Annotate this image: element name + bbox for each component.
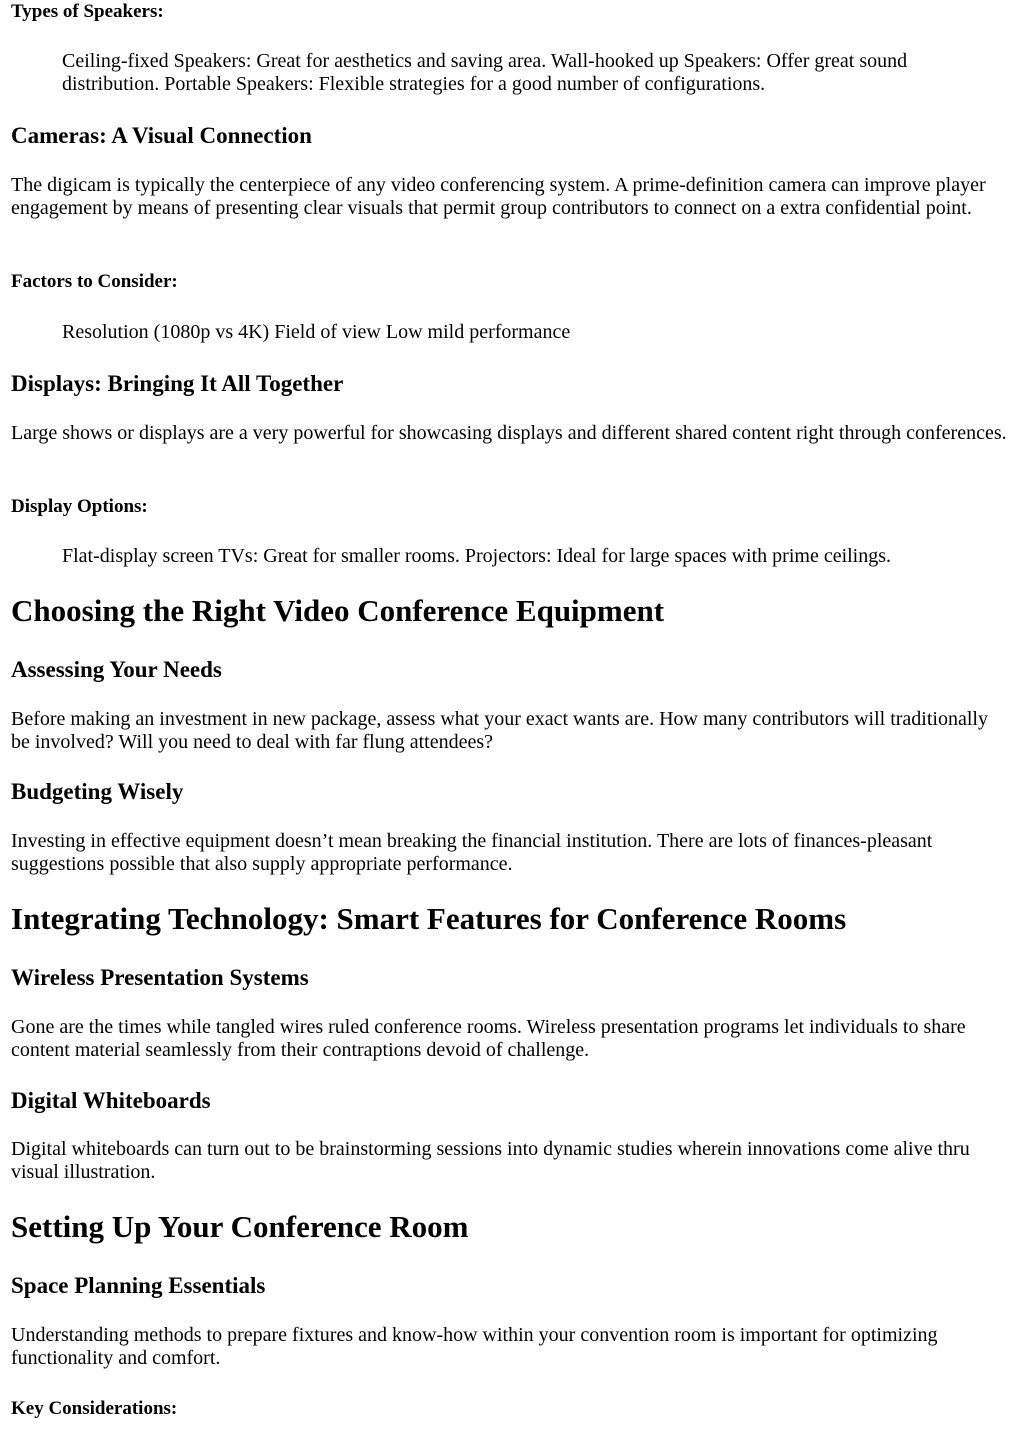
budgeting-paragraph: Investing in effective equipment doesn’t mean breaking the financial institution. There are lots of finances-pleasant suggestions possible that also supply appropriate performance. bbox=[11, 830, 933, 875]
integrating-technology-heading: Integrating Technology: Smart Features for Conference Rooms bbox=[11, 901, 847, 936]
cameras-paragraph: The digicam is typically the centerpiece of any video conferencing system. A prime-definition camera can improve player engagement by means of presenting clear visuals that permit group contributors to connect on a extra confidential point. bbox=[11, 174, 986, 219]
digital-whiteboards-heading: Digital Whiteboards bbox=[11, 1088, 211, 1113]
wireless-presentation-heading: Wireless Presentation Systems bbox=[11, 965, 309, 990]
setting-up-room-heading: Setting Up Your Conference Room bbox=[11, 1209, 469, 1244]
factors-list-text: Resolution (1080p vs 4K) Field of view Low mild performance bbox=[62, 321, 571, 343]
display-options-list-text: Flat-display screen TVs: Great for smaller rooms. Projectors: Ideal for large spaces with prime ceilings. bbox=[62, 545, 892, 567]
speakers-list-text: Ceiling-fixed Speakers: Great for aesthetics and saving area. Wall-hooked up Speakers: Offer great sound distribution. Portable Speakers: Flexible strategies for a good number of configurations. bbox=[62, 50, 908, 95]
assessing-needs-heading: Assessing Your Needs bbox=[11, 657, 222, 682]
budgeting-heading: Budgeting Wisely bbox=[11, 779, 184, 804]
types-of-speakers-heading: Types of Speakers: bbox=[11, 1, 164, 22]
wireless-presentation-paragraph: Gone are the times while tangled wires ruled conference rooms. Wireless presentation programs let individuals to share content material seamlessly from their contraptions devoid of challenge. bbox=[11, 1016, 966, 1061]
space-planning-paragraph: Understanding methods to prepare fixtures and know-how within your convention room is important for optimizing functionality and comfort. bbox=[11, 1324, 938, 1369]
space-planning-heading: Space Planning Essentials bbox=[11, 1273, 266, 1298]
displays-paragraph: Large shows or displays are a very powerful for showcasing displays and different shared content right through conferences. bbox=[11, 422, 1007, 444]
cameras-heading: Cameras: A Visual Connection bbox=[11, 123, 312, 148]
assessing-needs-paragraph: Before making an investment in new package, assess what your exact wants are. How many contributors will traditionally be involved? Will you need to deal with far flung attendees? bbox=[11, 708, 988, 753]
display-options-heading: Display Options: bbox=[11, 496, 148, 517]
factors-heading: Factors to Consider: bbox=[11, 271, 178, 292]
choosing-equipment-heading: Choosing the Right Video Conference Equipment bbox=[11, 593, 665, 628]
key-considerations-heading: Key Considerations: bbox=[11, 1398, 178, 1419]
digital-whiteboards-paragraph: Digital whiteboards can turn out to be brainstorming sessions into dynamic studies wherein innovations come alive thru visual illustration. bbox=[11, 1138, 970, 1183]
displays-heading: Displays: Bringing It All Together bbox=[11, 371, 344, 396]
